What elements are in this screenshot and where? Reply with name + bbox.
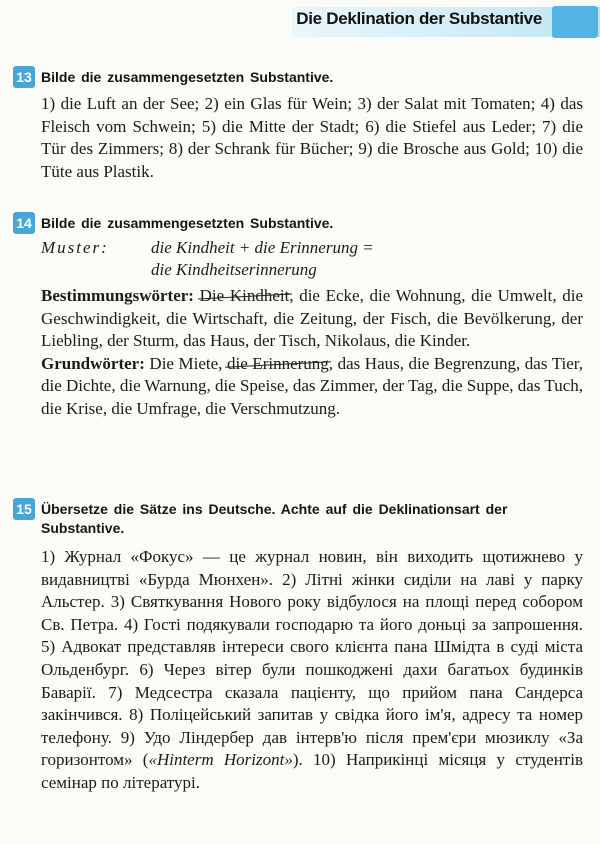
exercise-15-text <box>41 546 583 795</box>
muster-formula <box>151 237 374 281</box>
exercise-number-14: 14 <box>13 212 35 234</box>
exercise-15-task: Übersetze die Sätze ins Deutsche. Achte auf die Deklinationsart der Substantive. <box>41 501 508 536</box>
struck-word-kindheit: Die Kindheit <box>199 286 290 305</box>
muster-example <box>41 237 583 281</box>
grundwoerter-list: , das Haus, die Begrenzung, das Tier, die Dichte, die Warnung, die Speise, das Zimmer, der Tag, die Suppe, das Tuch, die Krise, die Umfrage, die Verschmutzung. <box>41 353 583 418</box>
exercise-number-13: 13 <box>13 66 35 88</box>
grundwoerter-first: Die Miete, <box>144 353 227 373</box>
exercise-14 <box>13 212 583 421</box>
bestimmungswoerter-label: Bestimmungswörter: <box>41 286 194 305</box>
exercise-14-task: Bilde die zusammengesetzten Substantive. <box>41 215 334 231</box>
grundwoerter-paragraph <box>41 353 583 421</box>
exercise-15-text-end: ). 10) Наприкінці місяця у студентів семінар по літературі. <box>41 750 583 792</box>
muster-line-2: die Kindheitserinnerung <box>151 260 317 279</box>
exercise-15-italic-title: «Hinterm Horizont» <box>148 750 293 770</box>
exercise-number-15: 15 <box>13 498 35 520</box>
exercise-15 <box>13 498 583 795</box>
bestimmungswoerter-list: , die Ecke, die Wohnung, die Umwelt, die Geschwindigkeit, die Wirtschaft, die Zeitung, der Fisch, die Bevölkerung, der Liebling, der Sturm, das Haus, der Tisch, Nikolaus, die Kinder. <box>41 286 584 351</box>
bestimmungswoerter-paragraph <box>41 285 583 353</box>
muster-line-1: die Kindheit + die Erinnerung = <box>151 238 374 257</box>
muster-label: Muster: <box>41 238 109 257</box>
exercise-13-text: 1) die Luft an der See; 2) ein Glas für Wein; 3) der Salat mit Tomaten; 4) das Fleisch vom Schwein; 5) die Mitte der Stadt; 6) die Stiefel aus Leder; 7) die Tür des Zimmers; 8) der Schrank für Bücher; 9) die Brosche aus Gold; 10) die Tüte aus Plastik. <box>41 94 583 181</box>
struck-word-erinnerung: die Erinnerung <box>226 353 329 373</box>
exercise-13-task: Bilde die zusammengesetzten Substantive. <box>41 69 334 85</box>
grundwoerter-label: Grundwörter: <box>41 353 145 373</box>
exercise-13 <box>13 66 583 183</box>
exercise-15-text-main: 1) Журнал «Фокус» — це журнал новин, він виходить щотижнево у видавництві «Бурда Мюнхен». 2) Літні жінки сиділи на лаві у парку Альстер. 3) Святкування Нового року відбулося на площі перед собором Св. Петра. 4) Гості подякували господарю та його доньці за запрошення. 5) Адвокат представляв інтереси свого клієнта пана Шмідта в суді міста Ольденбург. 6) Через вітер були пошкоджені дахи багатьох будинків Баварії. 7) Медсестра сказала пацієнту, що прийом пана Сандерса закінчився. 8) Поліцейський запитав у свідка його ім'я, адресу та номер телефону. 9) Удо Ліндербер дав інтерв'ю після прем'єри мюзиклу «За горизонтом» ( <box>41 547 583 770</box>
page-header-title: Die Deklination der Substantive <box>296 9 542 28</box>
header-tab-marker <box>552 6 598 38</box>
